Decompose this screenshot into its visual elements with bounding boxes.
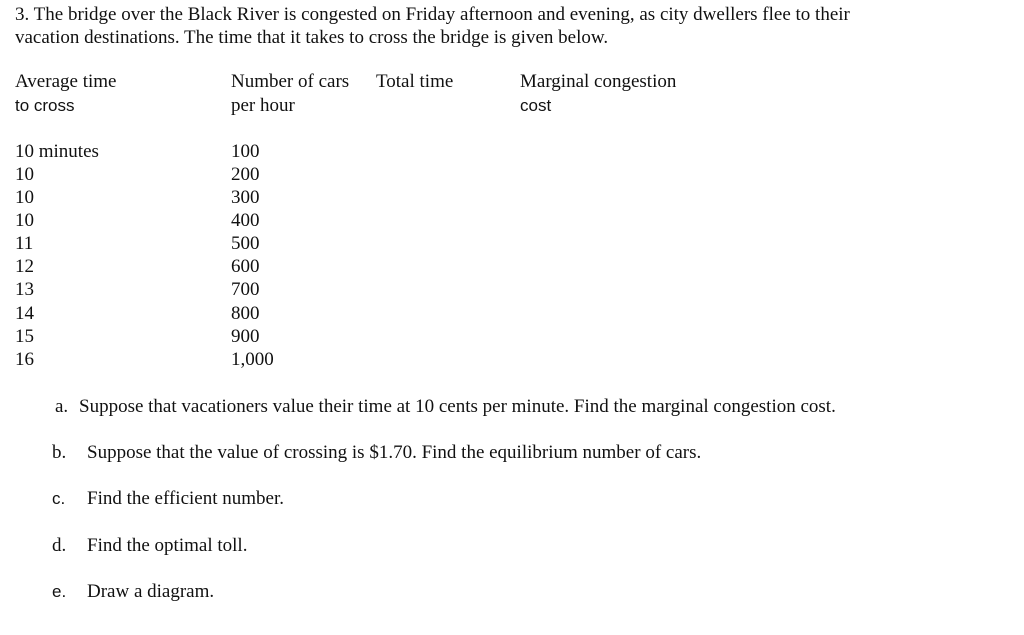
average-time-cell: 10 [15,210,34,231]
number-of-cars-cell: 600 [231,256,260,277]
average-time-cell: 10 minutes [15,141,99,162]
average-time-cell: 13 [15,279,34,300]
average-time-cell: 14 [15,303,34,324]
question-text: Suppose that the value of crossing is $1.70. Find the equilibrium number of cars. [87,442,702,463]
number-of-cars-cell: 100 [231,141,260,162]
average-time-cell: 15 [15,326,34,347]
question-label: a. [55,396,69,417]
number-of-cars-cell: 800 [231,303,260,324]
header-cars-line-1: Number of cars [231,71,350,92]
question-label: c. [52,489,66,508]
average-time-cell: 16 [15,349,34,370]
question-text: Find the efficient number. [87,488,284,509]
header-marginal-congestion-cost [520,70,676,118]
number-of-cars-cell: 1,000 [231,349,274,370]
header-average-time-line-1: Average time [15,71,117,92]
header-number-of-cars [231,70,349,118]
header-total-time-label: Total time [376,71,454,92]
header-average-time [15,70,116,118]
number-of-cars-cell: 300 [231,187,260,208]
average-time-cell: 10 [15,187,34,208]
number-of-cars-cell: 400 [231,210,260,231]
problem-line-2: vacation destinations. The time that it takes to cross the bridge is given below. [15,27,609,48]
number-of-cars-cell: 500 [231,233,260,254]
number-of-cars-cell: 200 [231,164,260,185]
number-of-cars-cell: 700 [231,279,260,300]
question-label: e. [52,582,67,601]
average-time-cell: 11 [15,233,34,254]
question-text: Suppose that vacationers value their time at 10 cents per minute. Find the marginal congestion cost. [79,396,836,417]
header-cars-line-2: per hour [231,95,295,116]
header-total-time [376,70,453,94]
average-time-cell: 10 [15,164,34,185]
average-time-cell: 12 [15,256,34,277]
problem-statement [15,3,850,49]
header-marginal-line-1: Marginal congestion [520,71,677,92]
problem-line-1: 3. The bridge over the Black River is congested on Friday afternoon and evening, as city dwellers flee to their [15,4,850,25]
question-text: Draw a diagram. [87,581,215,602]
question-text: Find the optimal toll. [87,535,248,556]
question-label: d. [52,535,67,556]
header-marginal-line-2: cost [520,96,552,115]
question-label: b. [52,442,67,463]
number-of-cars-cell: 900 [231,326,260,347]
header-average-time-line-2: to cross [15,96,75,115]
